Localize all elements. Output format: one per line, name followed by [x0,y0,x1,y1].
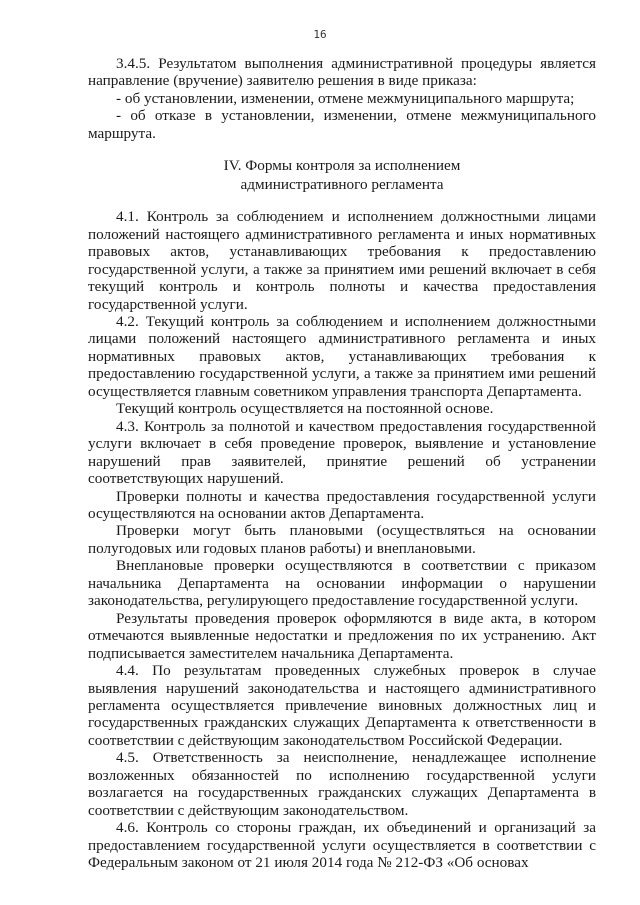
list-item-refusal: - об отказе в установлении, изменении, отмене межмуниципального маршрута. [88,107,596,142]
paragraph-4-3-results: Результаты проведения проверок оформляются в виде акта, в котором отмечаются выявленные недостатки и предложения по их устранению. Акт подписывается заместителем начальника Департамента. [88,609,596,662]
document-body [88,55,596,871]
chapter-title-line-1: IV. Формы контроля за исполнением [223,157,461,175]
paragraph-4-6: 4.6. Контроль со стороны граждан, их объединений и организаций за предоставлением государственной услуги осуществляется в соответствии с Федеральным законом от 21 июля 2014 года № 212-ФЗ «Об основах [88,819,596,872]
list-item-establish: - об установлении, изменении, отмене межмуниципального маршрута; [116,89,575,107]
paragraph-3-4-5: 3.4.5. Результатом выполнения административной процедуры является направление (вручение) заявителю решения в виде приказа: [88,55,596,90]
paragraph-4-2: 4.2. Текущий контроль за соблюдением и исполнением должностными лицами положений настоящего административного регламента и иных нормативных правовых актов, устанавливающих требования к предоставлению государственной услуги, а также за принятием ими решений осуществляется главным советником управления транспорта Департамента. [88,312,596,400]
paragraph-4-3-basis: Проверки полноты и качества предоставления государственной услуги осуществляются на основании актов Департамента. [88,487,596,522]
paragraph-4-3: 4.3. Контроль за полнотой и качеством предоставления государственной услуги включает в себя проведение проверок, выявление и установление нарушений прав заявителей, принятие решений об устранении соответствующих нарушений. [88,417,596,488]
paragraph-4-2-ongoing: Текущий контроль осуществляется на постоянной основе. [116,400,494,418]
paragraph-4-1: 4.1. Контроль за соблюдением и исполнением должностными лицами положений настоящего административного регламента и иных нормативных правовых актов, устанавливающих требования к предоставлению государственной услуги, а также за принятием ими решений включает в себя текущий контроль и контроль полноты и качества предоставления государственной услуги. [88,208,596,313]
paragraph-4-3-types: Проверки могут быть плановыми (осуществляться на основании полугодовых или годовых планов работы) и внеплановыми. [88,522,596,557]
chapter-title-line-2: административного регламента [240,176,444,194]
chapter-heading [88,156,596,194]
paragraph-4-5: 4.5. Ответственность за неисполнение, ненадлежащее исполнение возложенных обязанностей по исполнению государственной услуги возлагается на государственных гражданских служащих Департамента в соответствии с действующим законодательством. [88,749,596,819]
page-number: 16 [313,28,327,41]
paragraph-4-3-unscheduled: Внеплановые проверки осуществляются в соответствии с приказом начальника Департамента на основании информации о нарушении законодательства, регулирующего предоставление государственной услуги. [88,557,596,610]
paragraph-4-4: 4.4. По результатам проведенных служебных проверок в случае выявления нарушений законодательства и настоящего административного регламента осуществляется привлечение виновных должностных лиц и государственных гражданских служащих Департамента к ответственности в соответствии с действующим законодательством Российской Федерации. [88,662,596,749]
